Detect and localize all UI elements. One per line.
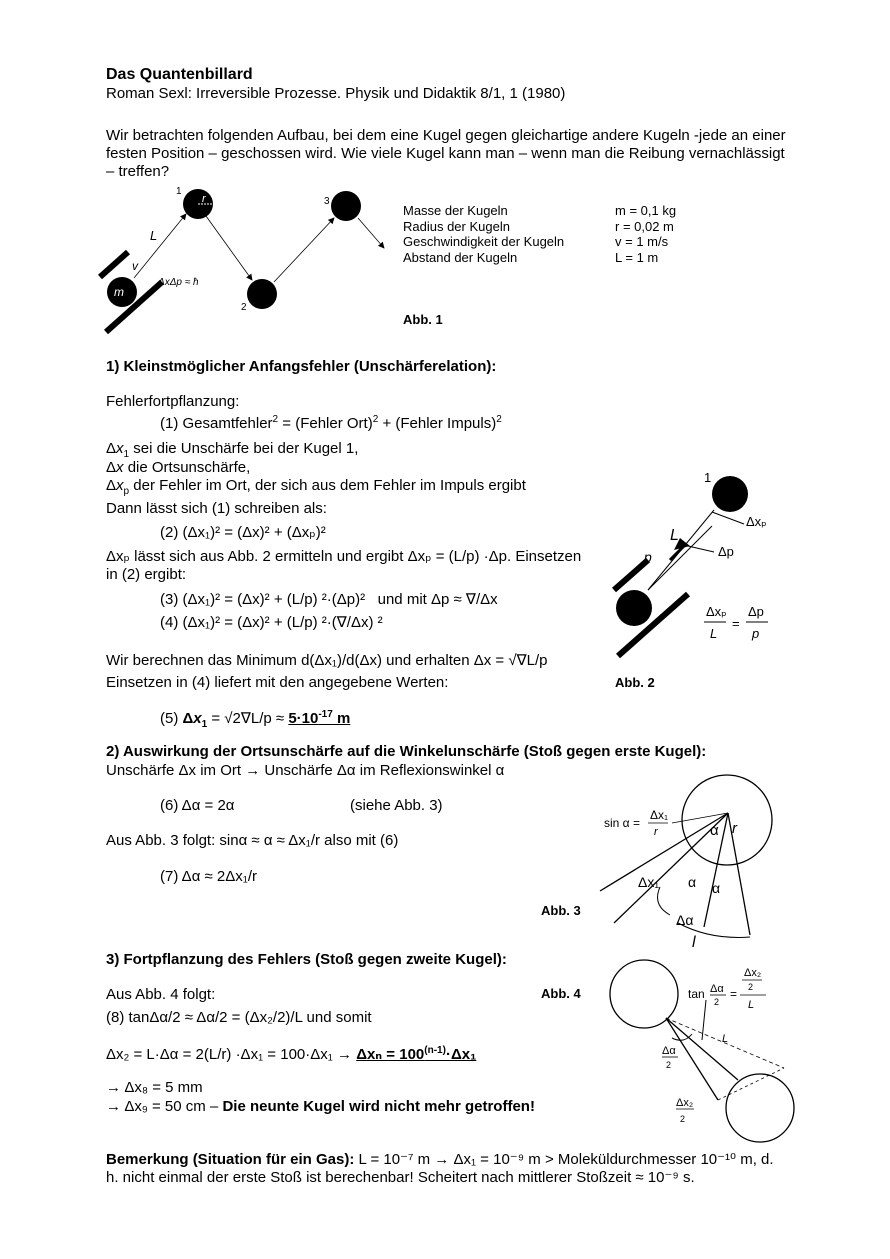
dx1-definition: $\Delta x_1$ sei die Unschärfe bei der Kugel 1, [106, 440, 359, 460]
page-title: Das Quantenbillard [106, 66, 253, 83]
label-L: L [670, 527, 679, 544]
reference: Roman Sexl: Irreversible Prozesse. Physik und Didaktik 8/1, 1 (1980) [106, 85, 566, 102]
label-r: r [732, 820, 737, 837]
figure-2-caption: Abb. 2 [615, 675, 655, 690]
figure-3-caption: Abb. 3 [541, 903, 581, 918]
equation-dx2: $\Delta x_2 = L\cdot\Delta\alpha = 2(L/r) \cdot\Delta x_1 = 100\cdot\Delta x_1 \to \Delta x_n = 100^{(n-1)}\cdot\Delta x_1$ [106, 1045, 477, 1063]
sin-label: sin α = [604, 816, 640, 830]
equation-6: (6) Δα = 2α [160, 797, 235, 814]
label-v: v [132, 259, 138, 273]
tan-numerator: Δα [710, 983, 724, 995]
figure-4 [606, 958, 796, 1143]
label-L: L [722, 1033, 729, 1045]
deviated-line [648, 526, 712, 590]
label-alpha: α [710, 822, 719, 839]
dx8-line: → Δx₈ = 5 mm [106, 1079, 203, 1096]
label-dalpha: Δα [662, 1045, 676, 1057]
label-dalpha: Δα [676, 912, 694, 928]
label-p: p [644, 549, 652, 565]
label-alpha-2: α [688, 874, 697, 890]
label-l: l [692, 934, 696, 951]
equals: = [730, 987, 738, 1001]
ball-1-circle [610, 960, 678, 1028]
equation-2: (2) (Δx₁)² = (Δx)² + (Δxₚ)² [160, 524, 326, 541]
label-dp: Δp [718, 544, 734, 559]
label-dxp: Δxₚ [746, 514, 767, 529]
minimum-text: Wir berechnen das Minimum d(Δx₁)/d(Δx) und erhalten Δx = √∇L/p [106, 652, 548, 669]
equation-8: (8) tanΔα/2 ≈ Δα/2 = (Δx₂/2)/L und somit [106, 1009, 372, 1026]
ball-2-circle [726, 1074, 794, 1142]
figure-1-caption: Abb. 1 [403, 312, 443, 327]
property-row: Radius der Kugeln r = 0,02 m [403, 218, 674, 234]
label-1: 1 [176, 186, 182, 197]
section-3-heading: 3) Fortpflanzung des Fehlers (Stoß gegen zweite Kugel): [106, 951, 507, 968]
launch-rail-upper [100, 252, 128, 277]
ball-1 [712, 476, 748, 512]
property-row: Abstand der Kugeln L = 1 m [403, 249, 659, 265]
einsetzen-text: Einsetzen in (4) liefert mit den angegebene Werten: [106, 674, 449, 691]
aus-abb4-text: Aus Abb. 4 folgt: [106, 986, 216, 1003]
figure-4-caption: Abb. 4 [541, 986, 581, 1001]
label-dalpha-den: 2 [666, 1060, 672, 1070]
equation-3: (3) (Δx₁)² = (Δx)² + (L/p) ²·(Δp)² und mit Δp ≈ ∇/Δx [160, 591, 498, 608]
properties-table [403, 203, 676, 265]
path-1 [134, 214, 186, 278]
fraction-numerator-1: Δxₚ [706, 604, 727, 619]
equation-6-ref: (siehe Abb. 3) [350, 797, 443, 814]
property-row: Geschwindigkeit der Kugeln v = 1 m/s [403, 234, 669, 249]
tan-label: tan [688, 987, 705, 1001]
sin-numerator: Δx₁ [650, 808, 669, 822]
dxp-paragraph: Δxₚ lässt sich aus Abb. 2 ermitteln und ergibt Δxₚ = (L/p) ·Δp. Einsetzen in (2) ergibt: [106, 548, 582, 583]
dxp-marker [712, 512, 744, 524]
label-m: m [114, 285, 124, 299]
fraction-denominator-1: L [710, 626, 718, 641]
dx9-line: → Δx₉ = 50 cm – Die neunte Kugel wird nicht mehr getroffen! [106, 1098, 535, 1115]
ball-3 [331, 191, 361, 221]
property-row: Masse der Kugeln m = 0,1 kg [403, 203, 677, 218]
tan-denominator: 2 [714, 997, 720, 1007]
label-3: 3 [324, 196, 330, 207]
sin-denominator: r [654, 826, 658, 838]
dxp-definition: $\Delta x_p$ der Fehler im Ort, der sich aus dem Fehler im Impuls ergibt [106, 477, 526, 497]
label-dx2-den: 2 [680, 1114, 686, 1124]
intro-paragraph: Wir betrachten folgenden Aufbau, bei dem eine Kugel gegen gleichartige andere Kugeln -jede an einer festen Position – geschossen wird. Wie viele Kugel kann man – wenn man die Reibung vernachlässigt – treffen? [106, 127, 786, 180]
frac-denominator: L [748, 999, 755, 1011]
ball-start [616, 590, 652, 626]
equation-1: (1) Gesamtfehler$^2$ = (Fehler Ort)$^2$ + (Fehler Impuls)$^2$ [160, 414, 502, 432]
frac-top-num: Δx₂ [744, 967, 762, 979]
remark-paragraph: Bemerkung (Situation für ein Gas): L = 10⁻⁷ m → Δx₁ = 10⁻⁹ m > Moleküldurchmesser 10⁻¹⁰ m, d. h. nicht einmal der erste Stoß ist berechenbar! Scheitert nach mittlerer Stoßzeit ≈ 10⁻⁹ s. [106, 1151, 774, 1186]
label-dx2: Δx₂ [676, 1097, 694, 1109]
section-1-heading: 1) Kleinstmöglicher Anfangsfehler (Unschärferelation): [106, 358, 497, 375]
label-1: 1 [704, 470, 712, 485]
section-2-heading: 2) Auswirkung der Ortsunschärfe auf die Winkelunschärfe (Stoß gegen erste Kugel): [106, 743, 707, 760]
dann-text: Dann lässt sich (1) schreiben als: [106, 500, 327, 517]
equals: = [732, 616, 740, 631]
frac-top-den: 2 [748, 982, 754, 992]
label-dx1: Δx₁ [638, 874, 660, 890]
label-uncertainty: ΔxΔp ≈ ħ [158, 277, 199, 288]
aus-abb3-text: Aus Abb. 3 folgt: sinα ≈ α ≈ Δx₁/r also mit (6) [106, 832, 399, 849]
section-2-intro: Unschärfe Δx im Ort → Unschärfe Δα im Reflexionswinkel α [106, 762, 505, 779]
rail-upper [614, 560, 648, 590]
fehlerfortpflanzung-label: Fehlerfortpflanzung: [106, 393, 240, 410]
label-L: L [150, 228, 158, 243]
equation-7: (7) Δα ≈ 2Δx₁/r [160, 868, 258, 885]
figure-2 [608, 468, 788, 668]
path-2 [206, 216, 252, 280]
ball-2 [247, 279, 277, 309]
figure-1 [100, 182, 400, 342]
dx-definition: Δx die Ortsunschärfe, [106, 459, 251, 476]
equation-5: (5) $\Delta x_1 = √2\nabla L/p \approx 5\cdot 10^{-17}$ m [160, 709, 351, 730]
equation-4: (4) (Δx₁)² = (Δx)² + (L/p) ²·(∇/Δx) ² [160, 614, 383, 631]
path-3 [274, 218, 334, 282]
label-r: r [202, 193, 206, 205]
label-2: 2 [241, 302, 247, 313]
label-alpha-3: α [712, 880, 721, 896]
path-4 [358, 218, 384, 248]
fraction-numerator-2: Δp [748, 604, 764, 619]
figure-3 [600, 775, 790, 950]
fraction-denominator-2: p [752, 626, 760, 641]
